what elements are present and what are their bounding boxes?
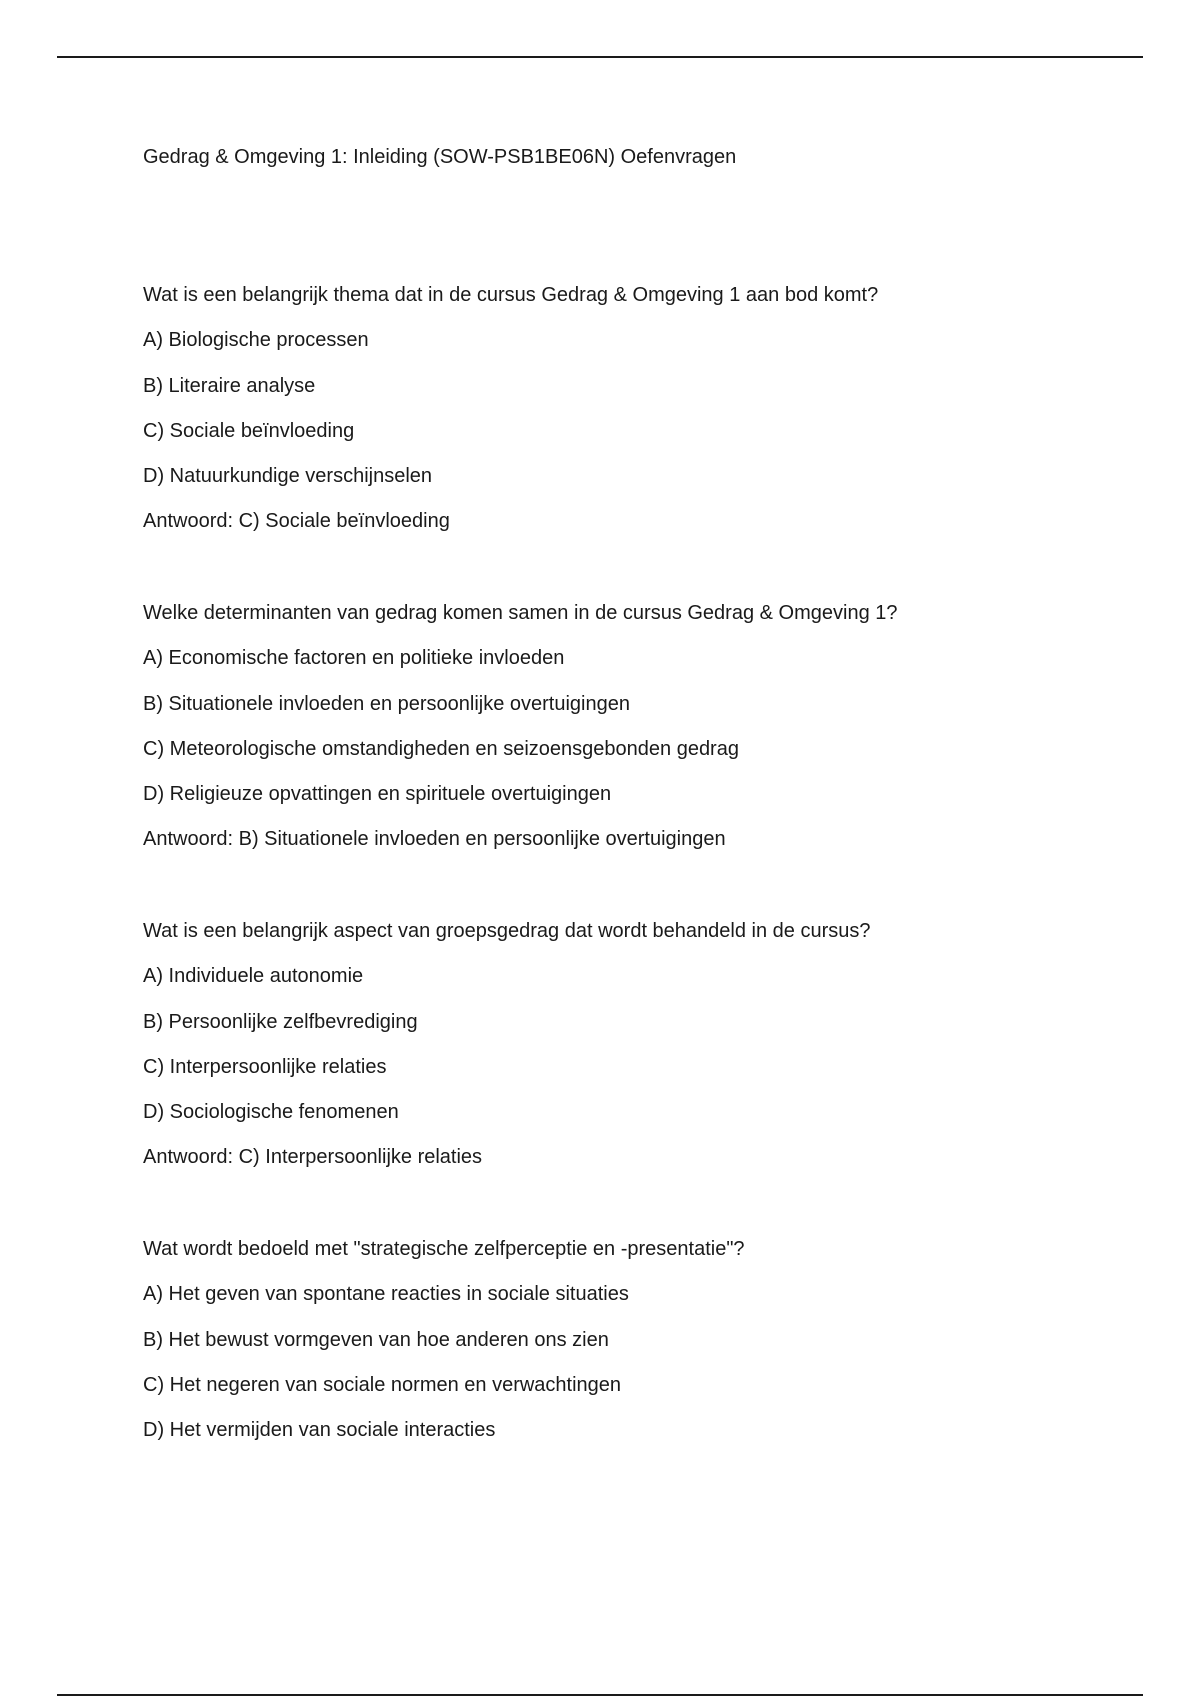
option-a: A) Biologische processen: [143, 329, 369, 352]
question-4: [143, 1236, 1103, 1462]
answer-text: Antwoord: C) Sociale beïnvloeding: [143, 510, 450, 533]
option-b: B) Het bewust vormgeven van hoe anderen ons zien: [143, 1328, 609, 1351]
option-a: A) Individuele autonomie: [143, 965, 364, 988]
option-d: D) Het vermijden van sociale interacties: [143, 1419, 496, 1442]
option-a: A) Het geven van spontane reacties in sociale situaties: [143, 1283, 629, 1306]
question-2: [143, 600, 1103, 872]
question-text: Wat wordt bedoeld met "strategische zelfperceptie en -presentatie"?: [143, 1238, 745, 1260]
answer-text: Antwoord: C) Interpersoonlijke relaties: [143, 1146, 483, 1169]
option-d: D) Natuurkundige verschijnselen: [143, 465, 433, 488]
question-text: Wat is een belangrijk aspect van groepsgedrag dat wordt behandeld in de cursus?: [143, 920, 871, 942]
option-b: B) Situationele invloeden en persoonlijke overtuigingen: [143, 692, 630, 715]
option-c: C) Het negeren van sociale normen en verwachtingen: [143, 1373, 622, 1396]
option-d: D) Religieuze opvattingen en spirituele overtuigingen: [143, 783, 612, 806]
option-c: C) Meteorologische omstandigheden en seizoensgebonden gedrag: [143, 737, 739, 760]
option-a: A) Economische factoren en politieke invloeden: [143, 647, 565, 670]
document-title: Gedrag & Omgeving 1: Inleiding (SOW-PSB1BE06N) Oefenvragen: [143, 146, 737, 168]
option-b: B) Literaire analyse: [143, 374, 316, 397]
bottom-rule: [57, 1694, 1143, 1696]
option-b: B) Persoonlijke zelfbevrediging: [143, 1010, 418, 1033]
option-c: C) Interpersoonlijke relaties: [143, 1055, 387, 1078]
top-rule: [57, 56, 1143, 58]
option-c: C) Sociale beïnvloeding: [143, 419, 355, 442]
answer-text: Antwoord: B) Situationele invloeden en persoonlijke overtuigingen: [143, 828, 726, 851]
question-text: Wat is een belangrijk thema dat in de cursus Gedrag & Omgeving 1 aan bod komt?: [143, 284, 879, 306]
question-3: [143, 918, 1103, 1190]
question-1: [143, 282, 1103, 554]
option-d: D) Sociologische fenomenen: [143, 1101, 399, 1124]
question-text: Welke determinanten van gedrag komen samen in de cursus Gedrag & Omgeving 1?: [143, 602, 898, 624]
